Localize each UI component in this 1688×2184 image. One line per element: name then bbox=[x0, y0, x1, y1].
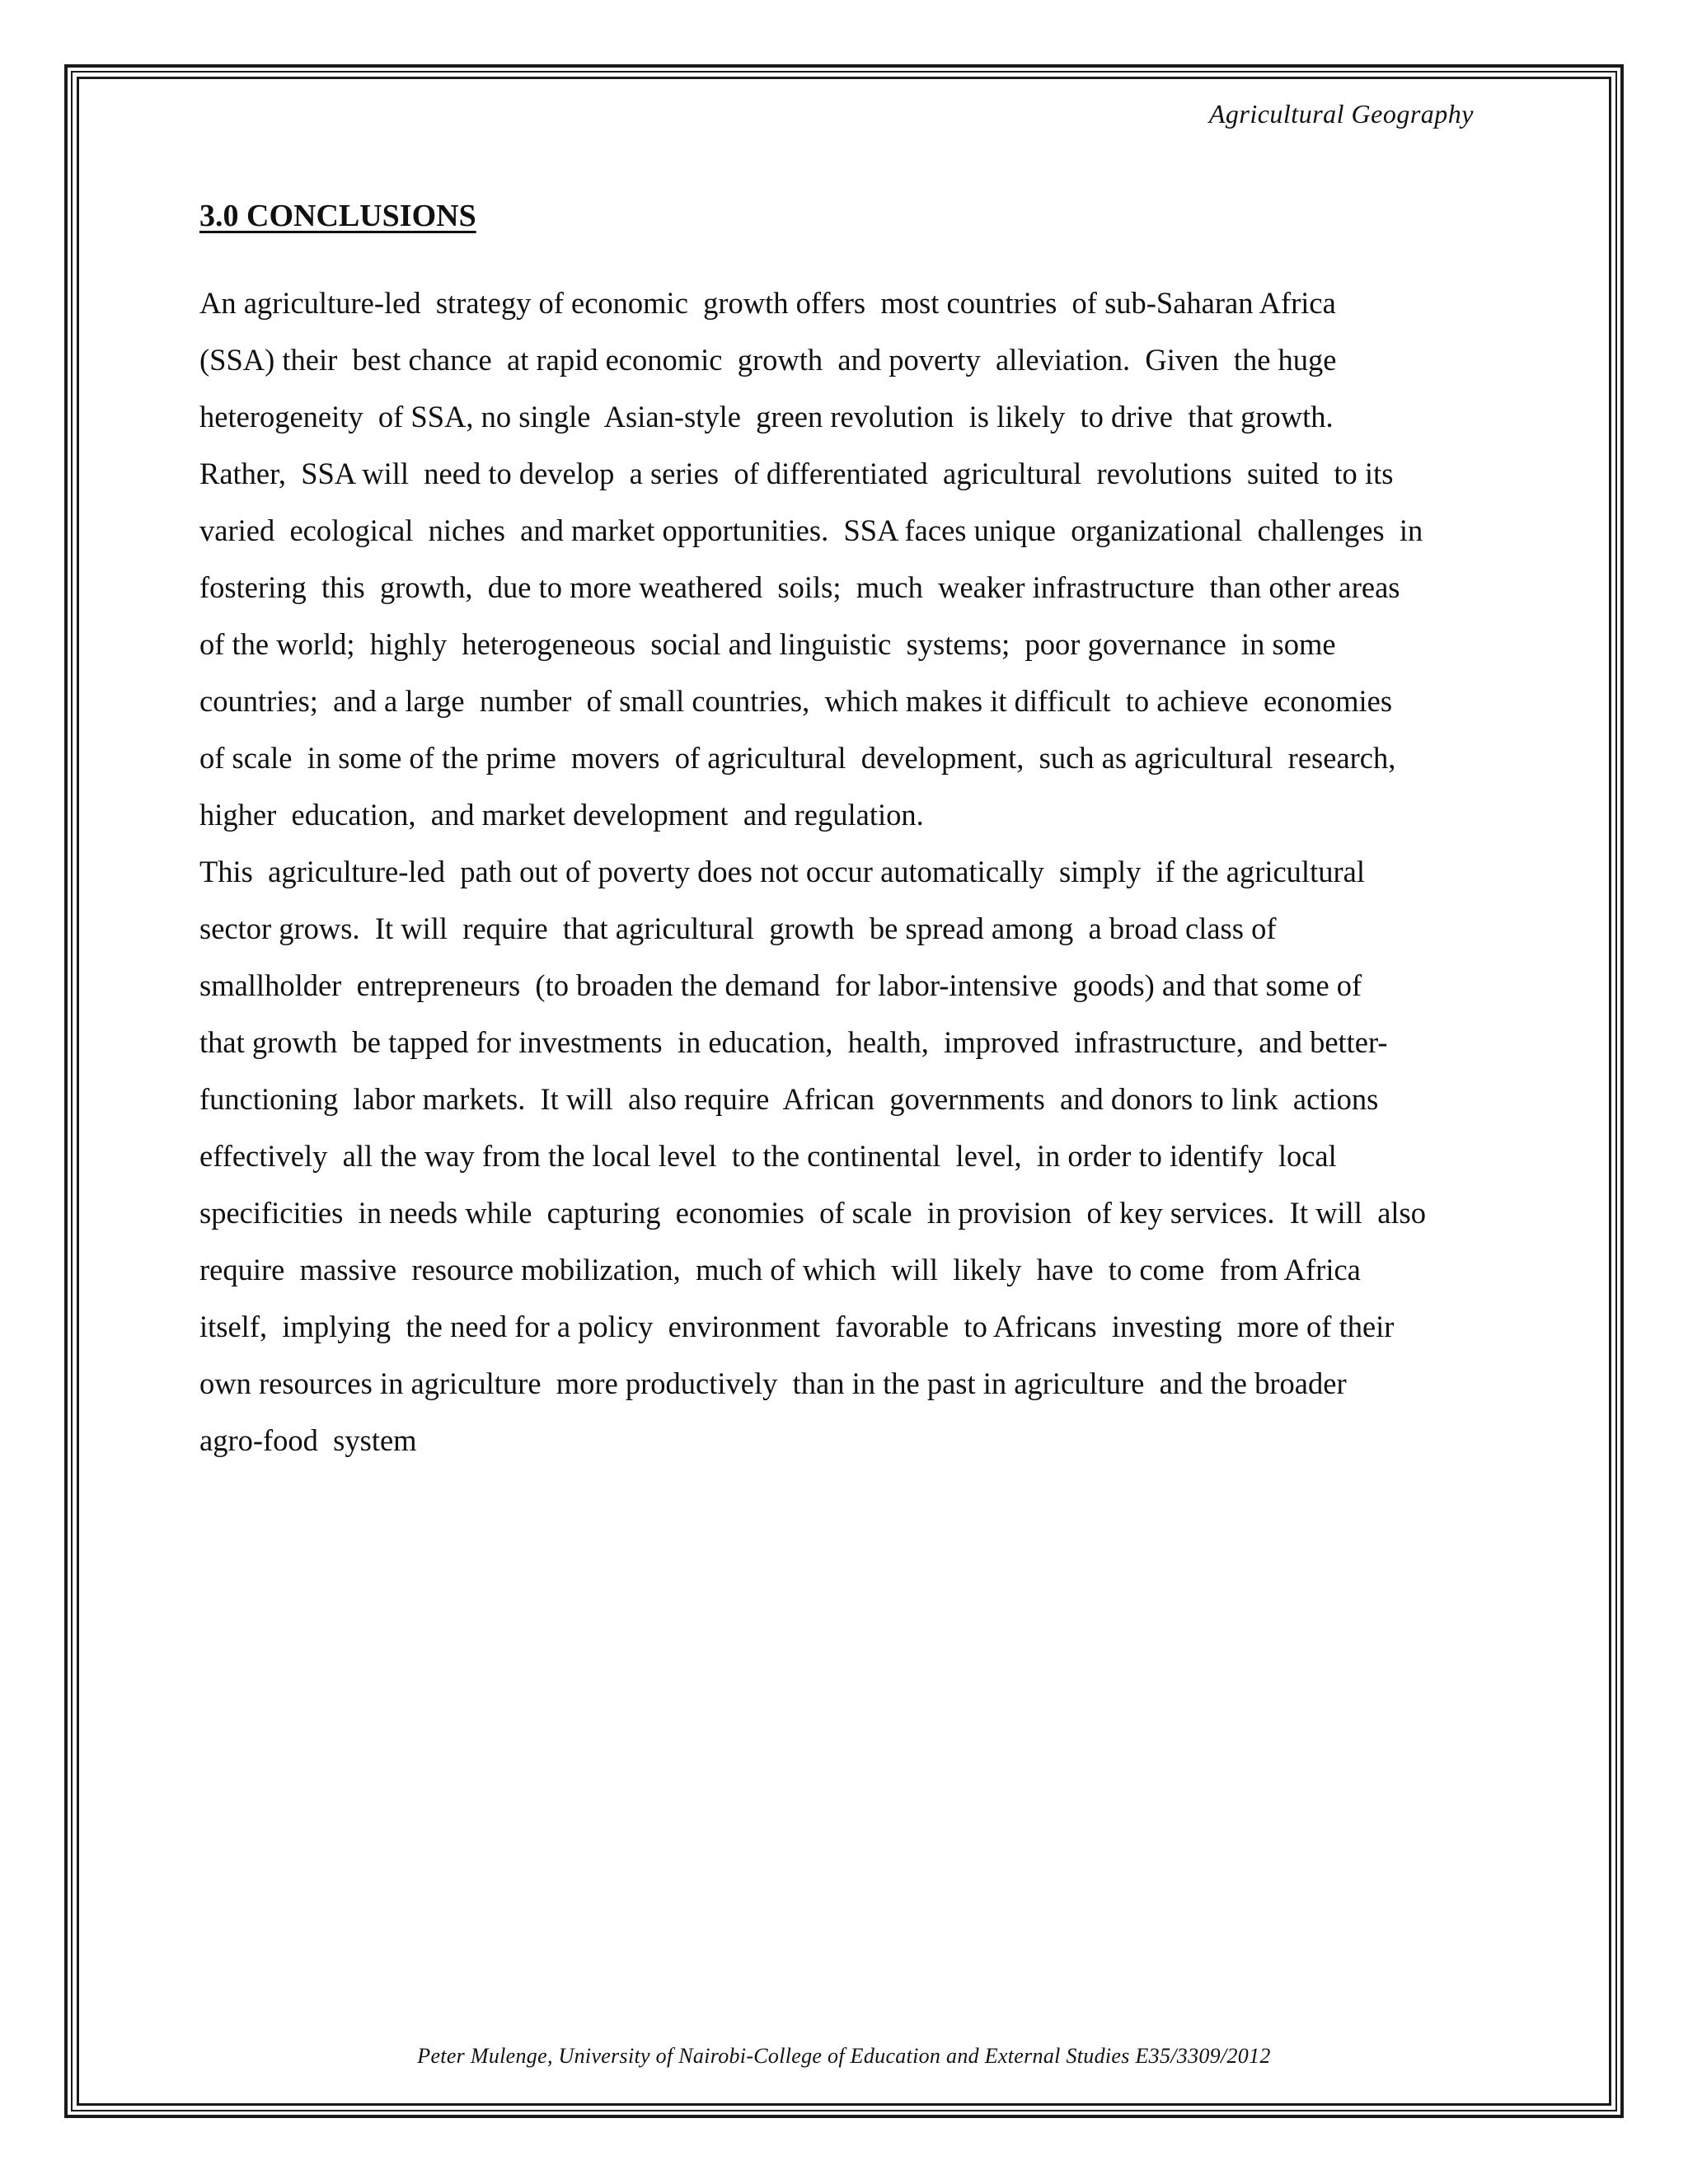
body-line: of the world; highly heterogeneous social and linguistic systems; poor governance in some bbox=[199, 627, 1336, 661]
page-footer: Peter Mulenge, University of Nairobi-College of Education and External Studies E35/3309/2012 bbox=[417, 2044, 1271, 2068]
conclusions-body bbox=[199, 274, 1518, 1469]
body-line: require massive resource mobilization, much of which will likely have to come from Africa bbox=[199, 1253, 1361, 1286]
body-line: effectively all the way from the local level to the continental level, in order to identify local bbox=[199, 1139, 1337, 1173]
body-line: fostering this growth, due to more weathered soils; much weaker infrastructure than other areas bbox=[199, 570, 1400, 604]
running-header: Agricultural Geography bbox=[1208, 99, 1474, 129]
body-line: higher education, and market development and regulation. bbox=[199, 798, 924, 832]
body-line: that growth be tapped for investments in education, health, improved infrastructure, and better- bbox=[199, 1025, 1388, 1059]
body-line: agro-food system bbox=[199, 1423, 417, 1457]
body-line: heterogeneity of SSA, no single Asian-style green revolution is likely to drive that growth. bbox=[199, 400, 1334, 434]
body-line: (SSA) their best chance at rapid economic growth and poverty alleviation. Given the huge bbox=[199, 343, 1337, 377]
body-line: varied ecological niches and market opportunities. SSA faces unique organizational challenges in bbox=[199, 513, 1423, 547]
body-line: countries; and a large number of small countries, which makes it difficult to achieve economies bbox=[199, 684, 1393, 718]
body-line: smallholder entrepreneurs (to broaden the demand for labor-intensive goods) and that some of bbox=[199, 968, 1362, 1002]
body-line: itself, implying the need for a policy environment favorable to Africans investing more of their bbox=[199, 1310, 1395, 1343]
body-line: An agriculture-led strategy of economic growth offers most countries of sub-Saharan Africa bbox=[199, 286, 1336, 320]
body-line: of scale in some of the prime movers of agricultural development, such as agricultural research, bbox=[199, 741, 1396, 775]
body-line: functioning labor markets. It will also require African governments and donors to link actions bbox=[199, 1082, 1379, 1116]
body-line: This agriculture-led path out of poverty does not occur automatically simply if the agricultural bbox=[199, 855, 1365, 888]
body-line: Rather, SSA will need to develop a series of differentiated agricultural revolutions suited to its bbox=[199, 457, 1394, 490]
body-line: sector grows. It will require that agricultural growth be spread among a broad class of bbox=[199, 912, 1277, 945]
body-line: own resources in agriculture more productively than in the past in agriculture and the broader bbox=[199, 1366, 1347, 1400]
body-line: specificities in needs while capturing economies of scale in provision of key services. It will also bbox=[199, 1196, 1426, 1230]
section-title: 3.0 CONCLUSIONS bbox=[199, 199, 476, 233]
